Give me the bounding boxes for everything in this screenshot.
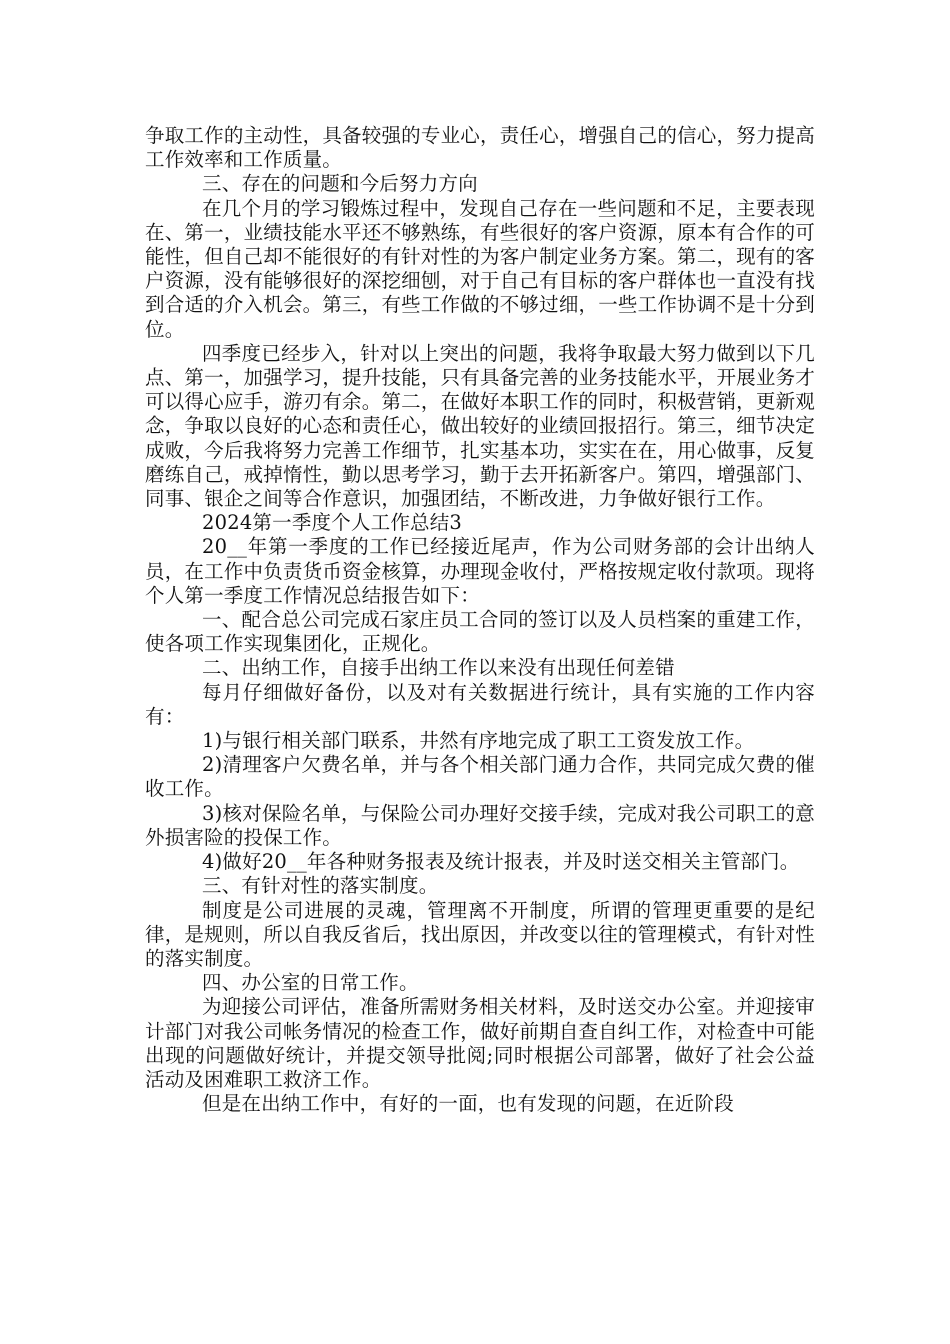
paragraph: 在几个月的学习锻炼过程中，发现自己存在一些问题和不足，主要表现在、第一，业绩技能水平还不够熟练，有些很好的客户资源，原本有合作的可能性，但自己却不能很好的有针对性的为客户制定业务方案。第二，现有的客户资源，没有能够很好的深挖细刨，对于自己有目标的客户群体也一直没有找到合适的介入机会。第三，有些工作做的不够过细，一些工作协调不是十分到位。 <box>145 196 815 341</box>
document-title: 2024第一季度个人工作总结3 <box>202 511 463 535</box>
section-heading: 三、存在的问题和今后努力方向 <box>202 172 478 196</box>
section-heading: 三、有针对性的落实制度。 <box>202 874 439 898</box>
list-item: 3)核对保险名单，与保险公司办理好交接手续，完成对我公司职工的意外损害险的投保工作。 <box>145 801 815 849</box>
list-item: 2)清理客户欠费名单，并与各个相关部门通力合作，共同完成欠费的催收工作。 <box>145 753 815 801</box>
section-heading: 四、办公室的日常工作。 <box>202 971 419 995</box>
paragraph: 四季度已经步入，针对以上突出的问题，我将争取最大努力做到以下几点、第一，加强学习，提升技能，只有具备完善的业务技能水平，开展业务才可以得心应手，游刃有余。第二，在做好本职工作的同时，积极营销，更新观念，争取以良好的心态和责任心，做出较好的业绩回报招行。第三，细节决定成败，今后我将努力完善工作细节，扎实基本功，实实在在，用心做事，反复磨练自己，戒掉惰性，勤以思考学习，勤于去开拓新客户。第四，增强部门、同事、银企之间等合作意识，加强团结，不断改进，力争做好银行工作。 <box>145 341 815 511</box>
section-heading: 二、出纳工作，自接手出纳工作以来没有出现任何差错 <box>202 656 675 680</box>
paragraph: 为迎接公司评估，准备所需财务相关材料，及时送交办公室。并迎接审计部门对我公司帐务情况的检查工作，做好前期自查自纠工作，对检查中可能出现的问题做好统计，并提交领导批阅;同时根据公司部署，做好了社会公益活动及困难职工救济工作。 <box>145 995 815 1091</box>
paragraph: 一、配合总公司完成石家庄员工合同的签订以及人员档案的重建工作，使各项工作实现集团化，正规化。 <box>145 608 815 656</box>
document-body <box>145 124 815 1116</box>
paragraph: 但是在出纳工作中，有好的一面，也有发现的问题，在近阶段 <box>202 1092 734 1116</box>
list-item: 4)做好20__年各种财务报表及统计报表，并及时送交相关主管部门。 <box>202 850 800 874</box>
paragraph: 制度是公司进展的灵魂，管理离不开制度，所谓的管理更重要的是纪律，是规则，所以自我反省后，找出原因，并改变以往的管理模式，有针对性的落实制度。 <box>145 898 815 970</box>
paragraph: 每月仔细做好备份，以及对有关数据进行统计，具有实施的工作内容有： <box>145 680 815 728</box>
paragraph: 20__年第一季度的工作已经接近尾声，作为公司财务部的会计出纳人员，在工作中负责货币资金核算，办理现金收付，严格按规定收付款项。现将个人第一季度工作情况总结报告如下： <box>145 535 815 607</box>
list-item: 1)与银行相关部门联系，井然有序地完成了职工工资发放工作。 <box>202 729 755 753</box>
paragraph: 争取工作的主动性，具备较强的专业心，责任心，增强自己的信心，努力提高工作效率和工作质量。 <box>145 124 815 172</box>
